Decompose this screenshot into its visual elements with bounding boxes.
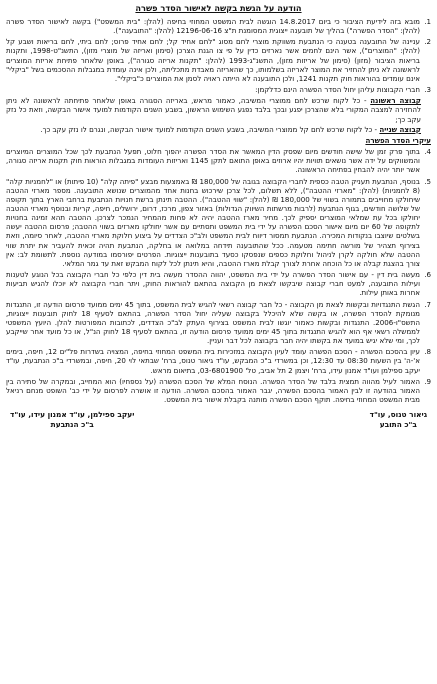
subgroup-1 <box>6 96 421 123</box>
clause-text: חברי הקבוצות עליהן יחול הסדר הפשרה הינם כדלקמן: <box>255 85 420 95</box>
clause-text: מובא בזה לידיעת הציבור כי ביום 14.8.2017 הוגשה לבית המשפט המחוזי בחיפה (להלן: "בית המשפט") בקשה לאישור הסדר פשרה (להלן: "הסדר הפשרה") בהליך של תובענה ייצוגית המסומנת ת"צ 12196-06-16 (להלן: "התובענה"). <box>6 17 420 36</box>
notice-page <box>6 3 431 678</box>
clause-text: הגשת התנגדויות ובקשות לצאת מן הקבוצה - כל חבר קבוצה רשאי להגיש לבית המשפט, בתוך 45 ימים ממועד פרסום הודעה זו, התנגדות מנומקת להסדר הפשרה, או בקשה שלא להיכלל בקבוצה שעליה יחול הסדר הפשרה, בהתאם לסעיף 18 לחוק תובענות ייצוגיות, התשס"ו-2006. התנגדות ובקשות כאמור יוגשו לבית המשפט בצירוף העתק לב"כ הצדדים, לכתובות המפורטות להלן. היועץ המשפטי לממשלה רשאי אף הוא להגיש התנגדות בתוך 45 ימים ממועד פרסום הודעה זו, בהתאם לסעיף 18 לחוק הנ"ל, או כל מועד אחר שייקבע לכך, ומי שלא יגיש במועד את בקשתו יהיה חבר בקבוצה לכל דבר ועניין. <box>6 299 420 346</box>
clause-text: בנוסף, הנתבעת תעניק הטבה כספית לחברי הקבוצה בגובה של 180,000 ₪ באמצעות מבצע "פיתה קלה" (10 פיתות) או "לחמניות קלה" (8 לחמניות) (להלן: "מארזי ההטבה"), ללא תשלום, לכל צרכן שירכוש בחנות אחד מהמוצרים שנושא התובענה. מספר מארזי ההטבה שיחולקו מחוייבים בתמורה בשווי של 180,000 ₪ (להלן: "שווי ההטבה"). ההטבה תינתן ברשת חנויות הנתבעת ברחבי הארץ בתוך תקופה של שלושה חודשים, בגוף הנתבעת (לרבות מרשתות השיווק הגדולות) באזור צפון, מרכז, דרום, ירושלים, חיפה, קריות ובנוסף מארזי ההטבה יחולקו בכל עת שמלאי המוצרים יספיק לכך. מחיר מארז ההטבה יהיה לא פחות מהמחיר הנמכר לצרכן. ההטבה תהא זמינה בחנויות לתקופה של 60 יום מיום אישור הסכם הפשרה על ידי בית המשפט ותסתיים עם אשר יחולקו מארזים בשווי ההטבה; פרסום ההטבה יעשה בשלטים שיוצבו בנקודות המכירה. הנתבעת תמסור דיווח לבית המשפט ולב"כ הצדדים על ביצוע חלוקת מארזי ההטבה, לאחר סיומה, וזאת בצירוף תצהיר של מורשה חתימה מטעמה. ככל שהתובענה תידחה במלואה או בחלקה, הנתבעת תהיה זכאית להעביר את יתרת שווי ההטבה שלא חולקה לקרן לניהול וחלוקת כספים שנפסקו כסעד בתובענות ייצוגיות. הפרטים יפורסמו במודעה נוספת. לתשומת לב: אין צורך בהצגת קבלה או כל הוכחה אחרת לצורך קבלת מארז ההטבה, והיא תינתן לכל לקוח המבקש זאת עד גמר המלאי. <box>6 176 421 268</box>
subgroup-2 <box>6 125 421 134</box>
clause-7 <box>6 300 431 346</box>
clause-text: עיון בהסכם הפשרה - הסכם הפשרה עומד לעיון הקבוצה במזכירות בית המשפט המחוזי בחיפה, המצויה בשדרות פל"ים 12, חיפה, בימים א'-ה' בין השעות 08:30 עד 12:30, וכן במשרדי ב"כ המבקש, עו"ד גיאור טנוס, ברח' שבתאי לוי 20, חיפה, ובמשרדי ב"כ הנתבעת, עו"ד יעקב ספילמן ועו"ד אמנון עידו, ברח' ויצמן 2 תל אביב, טל' 03-6801900, בתיאום מראש. <box>6 347 420 375</box>
clause-number: 9. <box>424 376 431 386</box>
clause-1 <box>6 17 431 35</box>
clause-text: האמור לעיל מהווה תמצית בלבד של הסדר הפשרה. הנוסח המלא של הסכם הפשרה (על נספחיו) הוא המחייב, ובמקרה של סתירה בין האמור בהודעה זו לבין האמור בהסכם הפשרה, יגבר האמור בהסכם הפשרה. הודעה זו אושרה לפרסום על ידי כב' השופט מנחם רניאל מבית המשפט המחוזי בחיפה. תוקף הסכם הפשרה מותנה בקבלת אישור בית המשפט. <box>6 376 420 405</box>
section-heading: עיקרי הסדר הפשרה <box>365 135 431 145</box>
clause-number: 6. <box>424 270 431 280</box>
clause-text: עניינה של התובענה בטענה כי הנתבעת משווקת מוצרי לחם מסוג "לחם אחיד קל; לחם אחיד פרוס; לחם ביתי, לחם בריאות ושבע קל (להלן: "המוצרים"), אשר הינם לחמים אשר נארזים כדין על פי צו הגנת הצרכן (סימון ואריזה של מוצרי מזון), התשנ"ט-1998, ותקנות בריאות הציבור (מזון) (סימון של אריזות מזון), התשנ"ג-1993 (להלן: "תקנות אריזה סגורה"), באופן שלאחר פתיחת אריזת המוצרים לראשונה לא ניתן להחזיר את המוצר לאריזה בשלמותו, כך שהאריזה מאבדת מתכליתה, ולכן אינה עומדת במגבלות ההסכמים בשל "ביקלי" אינם עומדים בהוראות חוק תקנות 1241, ולכן התובענה לא הייתה ראויה לסמן את המוצרים כ"ביקלי". <box>6 37 420 83</box>
clause-number: 7. <box>424 299 431 309</box>
signatory-defendant <box>10 410 134 430</box>
clause-number: 8. <box>424 347 431 357</box>
subgroup-label: קבוצה ראשונה <box>370 96 422 106</box>
clause-3 <box>6 85 431 94</box>
subgroup-label: קבוצה שנייה <box>379 124 421 134</box>
clause-text: מעשה בית דין - עם אישור הסדר הפשרה על ידי בית המשפט, יהווה ההסדר מעשה בית דין כלפי כל חברי הקבוצה בכל הנוגע לטענות ועילות התובענה, למעט חברי קבוצה שיבקשו לצאת מן הקבוצה בהתאם להוראות החוק, ויתר חברי הקבוצה לא יוכלו להגיש תביעות אחרות באותן עילות. <box>6 270 420 298</box>
signatory-name: יעקב ספילמן, עו"ד אמנון עידו, עו"ד <box>10 410 135 420</box>
clause-4 <box>6 147 431 174</box>
clause-2 <box>6 37 431 83</box>
signatory-plaintiff <box>370 410 427 430</box>
clause-8 <box>6 347 431 374</box>
subgroup-text: - כל לקוח שרכש לחם קל ממוצרי המשיבה, בשבע השנים הקודמות למועד אישור הבקשה, ונגרם לו נזק עקב כך. <box>40 124 378 134</box>
clause-5 <box>6 177 431 269</box>
clause-number: 4. <box>424 147 431 157</box>
clause-9 <box>6 377 431 404</box>
clause-number: 2. <box>424 37 431 47</box>
signatory-role: ב"כ הנתבעת <box>50 420 94 430</box>
signatory-name: גיאור טנוס, עו"ד <box>369 410 427 420</box>
clause-text: בתוך פרק זמן של שישה חודשים מיום שפסק הדין המאשר את הסדר הפשרה יהפוך חלוט, תפעל הנתבעת לכך שכל המוצרים המיוצרים והמשווקים על ידה אשר נושאים תוויות יהיו ארוזים באופן התואם לתקן 1145 ואריזות העומדות במגבלות הוראות חוק תקנות אריזה סגורה, אשר יותר יהיה להבחין בפתיחה הראשונה. <box>6 147 420 175</box>
clause-number: 1. <box>424 17 431 26</box>
signatory-role: ב"כ התובע <box>379 420 417 430</box>
clause-number: 3. <box>424 85 431 95</box>
clause-number: 5. <box>424 176 431 186</box>
signature-block <box>10 410 427 430</box>
clause-6 <box>6 270 431 297</box>
notice-title: הודעה על הגשת בקשה לאישור הסדר פשרה <box>135 3 302 13</box>
subgroup-text: - כל לקוח שרכש לחם ממוצרי המשיבה, כאמור מראש, באריזה הסגורה באופן שלאחר פתיחתה לראשונה לא ניתן להחזירה למצבה המקורי בלא שהצרכן יפגע ובכך בלבד נפגע השימוש הראשון, בשבע השנים הקודמות למועד אישור הבקשה, וזאת כל נזק עקב כך; <box>6 96 421 124</box>
